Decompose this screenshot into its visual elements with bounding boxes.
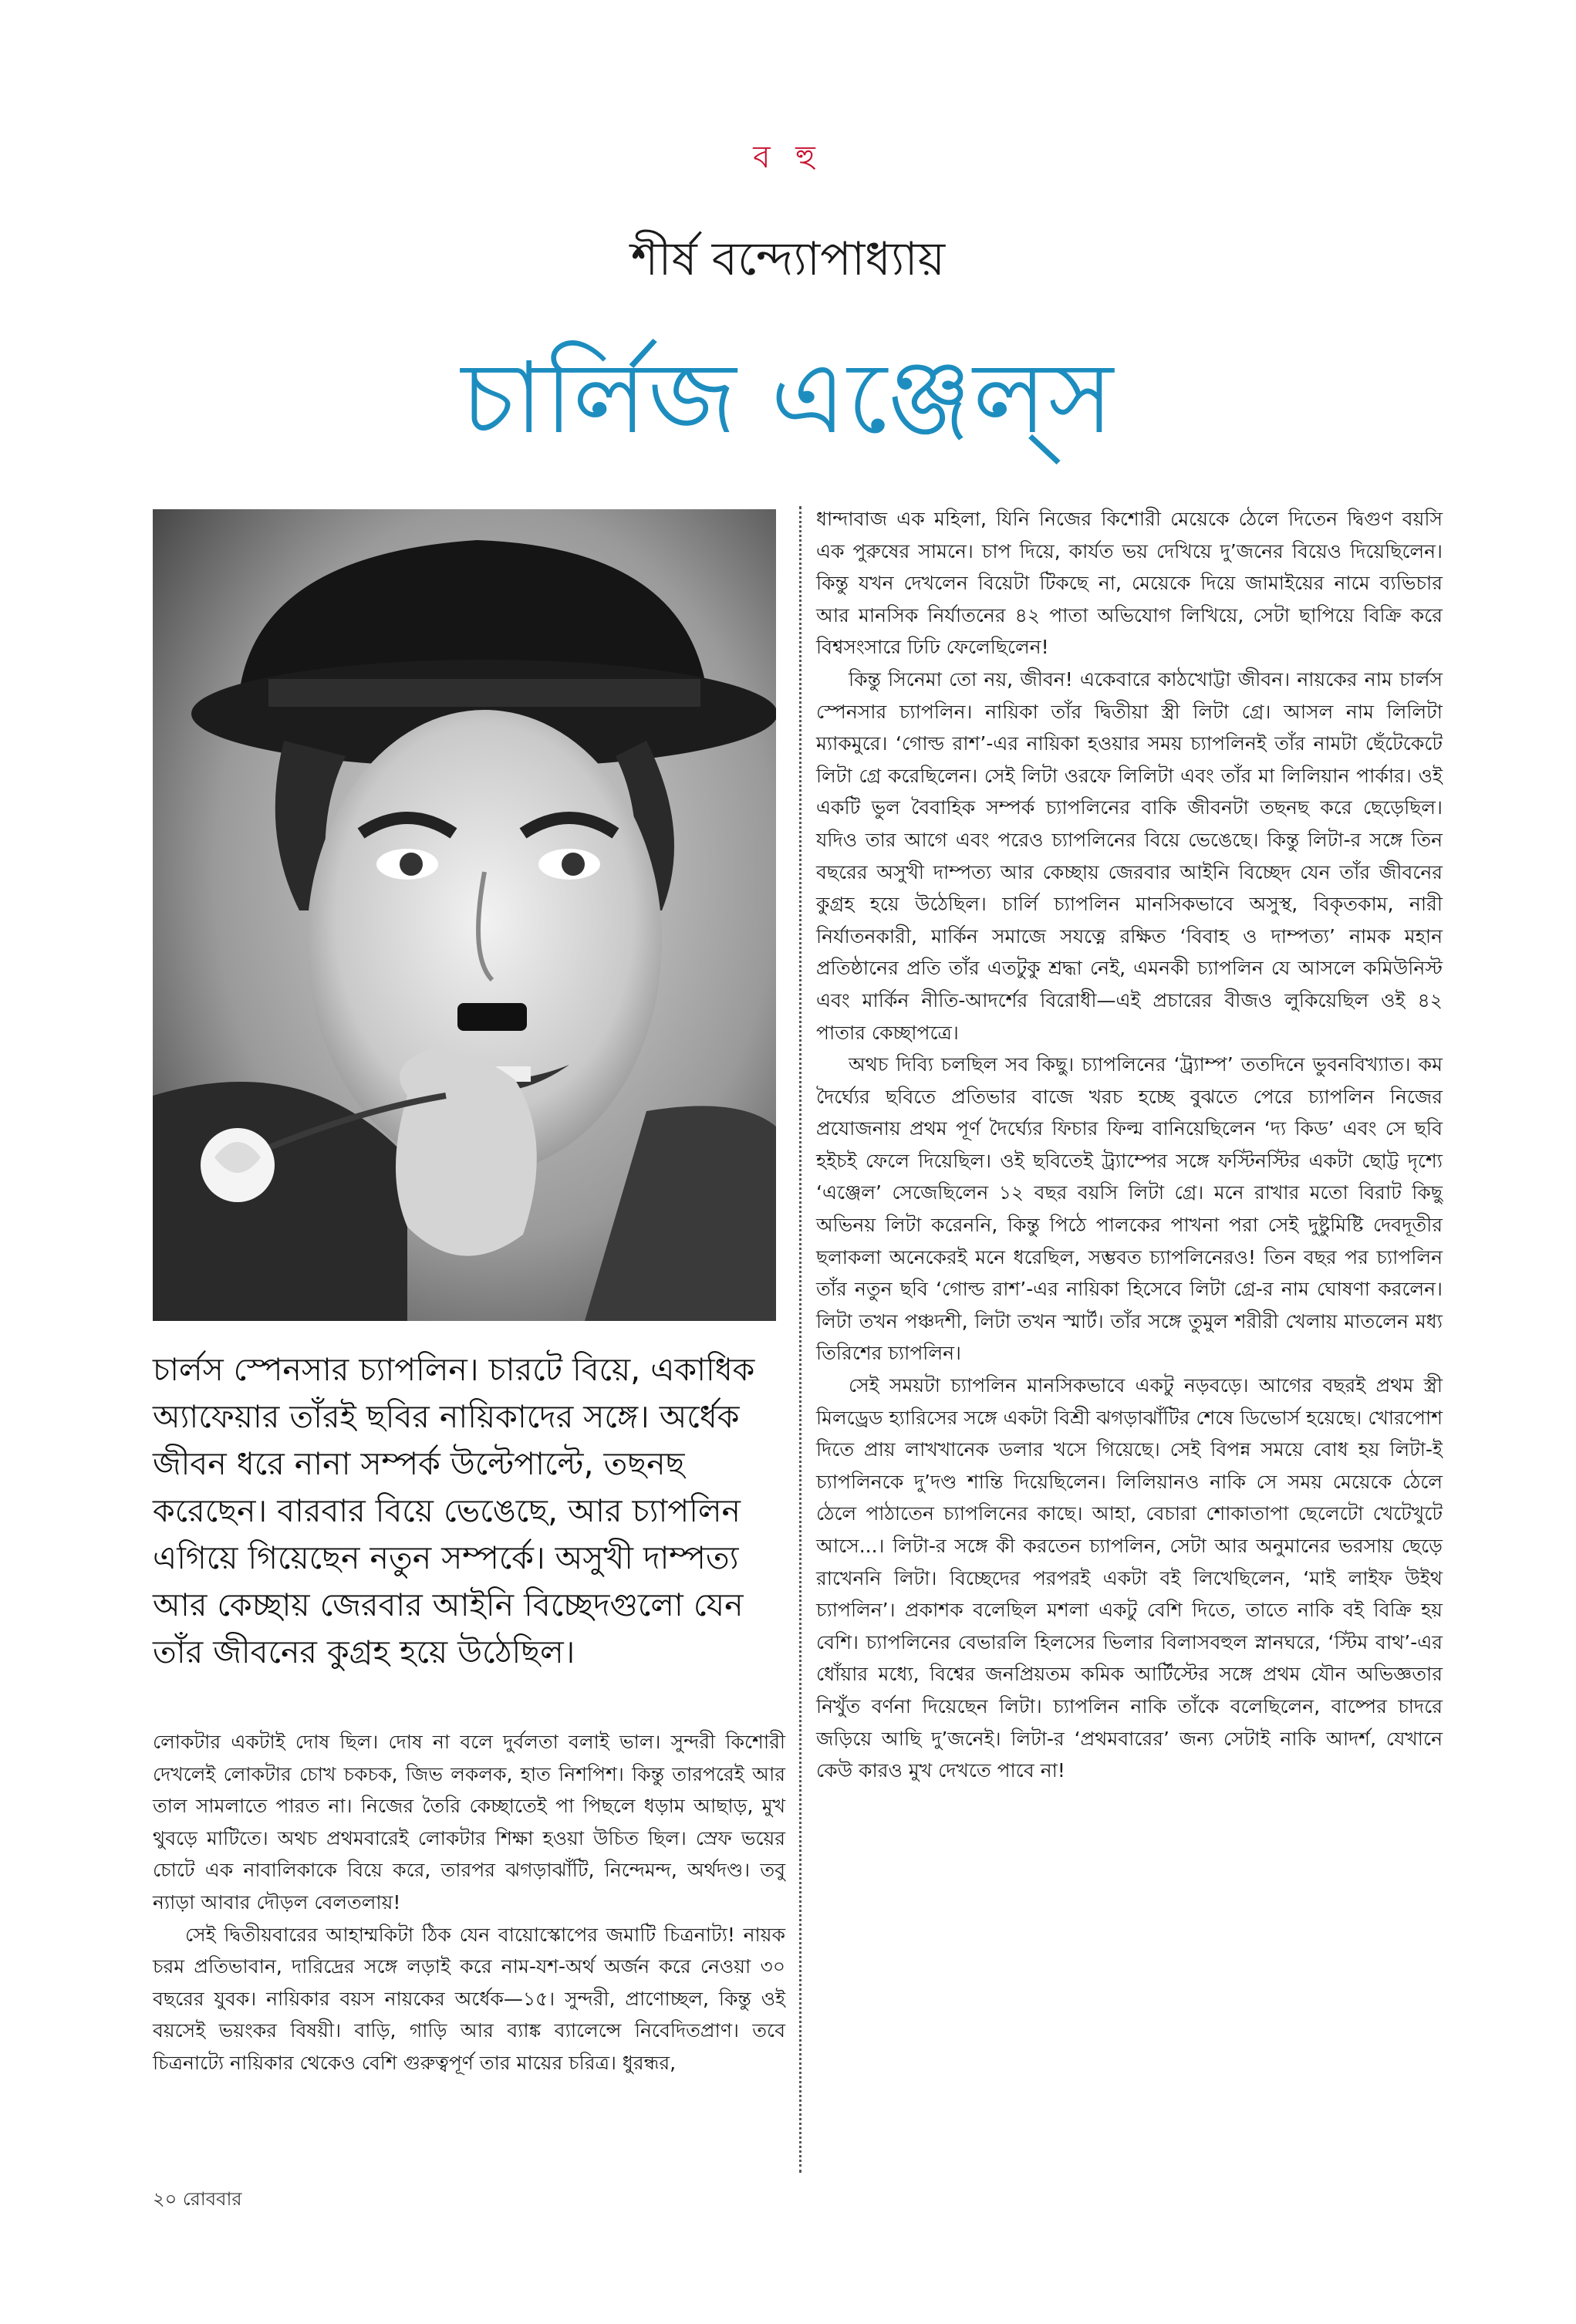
column-divider	[799, 506, 801, 2173]
paragraph: সেই দ্বিতীয়বারের আহাম্মকিটা ঠিক যেন বায়োস্কোপের জমাটি চিত্রনাট্য! নায়ক চরম প্রতিভাবান, দারিদ্রের সঙ্গে লড়াই করে নাম-যশ-অর্থ অর্জন করে নেওয়া ৩০ বছরের যুবক। নায়িকার বয়স নায়কের অর্ধেক—১৫। সুন্দরী, প্রাণোচ্ছল, কিন্তু ওই বয়সেই ভয়ংকর বিষয়ী। বাড়ি, গাড়ি আর ব্যাঙ্ক ব্যালেন্সে নিবেদিতপ্রাণ। তবে চিত্রনাট্যে নায়িকার থেকেও বেশি গুরুত্বপূর্ণ তার মায়ের চরিত্র। ধুরন্ধর,	[153, 1923, 785, 2074]
chaplin-portrait-icon	[153, 509, 776, 1321]
page-footer: ২০ রোববার	[153, 2188, 242, 2210]
pull-quote: চার্লস স্পেনসার চ্যাপলিন। চারটে বিয়ে, একাধিক অ্যাফেয়ার তাঁরই ছবির নায়িকাদের সঙ্গে। অর্ধেক জীবন ধরে নানা সম্পর্ক উল্টেপাল্টে, তছনছ করেছেন। বারবার বিয়ে ভেঙেছে, আর চ্যাপলিন এগিয়ে গিয়েছেন নতুন সম্পর্কে। অসুখী দাম্পত্য আর কেচ্ছায় জেরবার আইনি বিচ্ছেদগুলো যেন তাঁর জীবনের কুগ্রহ হয়ে উঠেছিল।	[153, 1351, 755, 1670]
paragraph: লোকটার একটাই দোষ ছিল। দোষ না বলে দুর্বলতা বলাই ভাল। সুন্দরী কিশোরী দেখলেই লোকটার চোখ চকচক, জিভ লকলক, হাত নিশপিশ। কিন্তু তারপরেই আর তাল সামলাতে পারত না। নিজের তৈরি কেচ্ছাতেই পা পিছলে ধড়াম আছাড়, মুখ থুবড়ে মাটিতে। অথচ প্রথমবারেই লোকটার শিক্ষা হওয়া উচিত ছিল। স্রেফ ভয়ের চোটে এক নাবালিকাকে বিয়ে করে, তারপর ঝগড়াঝাঁটি, নিন্দেমন্দ, অর্থদণ্ড। তবু ন্যাড়া আবার দৌড়ল বেলতলায়!	[153, 1731, 785, 1914]
paragraph: সেই সময়টা চ্যাপলিন মানসিকভাবে একটু নড়বড়ে। আগের বছরই প্রথম স্ত্রী মিলড্রেড হ্যারিসের সঙ্গে একটা বিশ্রী ঝগড়াঝাঁটির শেষে ডিভোর্স হয়েছে। খোরপোশ দিতে প্রায় লাখখানেক ডলার খসে গিয়েছে। সেই বিপন্ন সময়ে বোধ হয় লিটা-ই চ্যাপলিনকে দু’দণ্ড শান্তি দিয়েছিলেন। লিলিয়ানও নাকি সে সময় মেয়েকে ঠেলে ঠেলে পাঠাতেন চ্যাপলিনের কাছে। আহা, বেচারা শোকাতাপা ছেলেটো খেটেখুটে আসে...। লিটা-র সঙ্গে কী করতেন চ্যাপলিন, সেটা আর অনুমানের ভরসায় ছেড়ে রাখেননি লিটা। বিচ্ছেদের পরপরই একটা বই লিখেছিলেন, ‘মাই লাইফ উইথ চ্যাপলিন’। প্রকাশক বলেছিল মশলা একটু বেশি দিতে, তাতে নাকি বই বিক্রি হয় বেশি। চ্যাপলিনের বেভারলি হিলসের ভিলার বিলাসবহুল স্নানঘরে, ‘স্টিম বাথ’-এর ধোঁয়ার মধ্যে, বিশ্বের জনপ্রিয়তম কমিক আর্টিস্টের সঙ্গে প্রথম যৌন অভিজ্ঞতার নিখুঁত বর্ণনা দিয়েছেন লিটা। চ্যাপলিন নাকি তাঁকে বলেছিলেন, বাষ্পের চাদরে জড়িয়ে আছি দু’জনেই। লিটা-র ‘প্রথমবারের’ জন্য সেটাই নাকি আদর্শ, যেখানে কেউ কারও মুখ দেখতে পাবে না!	[816, 1374, 1443, 1782]
section-kicker: ব হু	[753, 140, 823, 175]
chaplin-photo	[153, 509, 776, 1321]
author-byline: শীর্ষ বন্দ্যোপাধ্যায়	[630, 232, 946, 286]
right-column	[816, 503, 1443, 1787]
left-column	[153, 1726, 785, 2079]
paragraph: অথচ দিব্যি চলছিল সব কিছু। চ্যাপলিনের ‘ট্র্যাম্প’ ততদিনে ভুবনবিখ্যাত। কম দৈর্ঘ্যের ছবিতে প্রতিভার বাজে খরচ হচ্ছে বুঝতে পেরে চ্যাপলিন নিজের প্রযোজনায় প্রথম পূর্ণ দৈর্ঘ্যের ফিচার ফিল্ম বানিয়েছিলেন ‘দ্য কিড’ এবং সে ছবি হইচই ফেলে দিয়েছিল। ওই ছবিতেই ট্র্যাম্পের সঙ্গে ফস্টিনস্টির একটা ছোট্ট দৃশ্যে ‘এঞ্জেল’ সেজেছিলেন ১২ বছর বয়সি লিটা গ্রে। মনে রাখার মতো বিরাট কিছু অভিনয় লিটা করেননি, কিন্তু পিঠে পালকের পাখনা পরা সেই দুষ্টুমিষ্টি দেবদূতীর ছলাকলা অনেকেরই মনে ধরেছিল, সম্ভবত চ্যাপলিনেরও! তিন বছর পর চ্যাপলিন তাঁর নতুন ছবি ‘গোল্ড রাশ’-এর নায়িকা হিসেবে লিটা গ্রে-র নাম ঘোষণা করলেন। লিটা তখন পঞ্চদশী, লিটা তখন স্মার্ট। তাঁর সঙ্গে তুমুল শরীরী খেলায় মাতলেন মধ্য তিরিশের চ্যাপলিন।	[816, 1053, 1443, 1365]
paragraph: ধান্দাবাজ এক মহিলা, যিনি নিজের কিশোরী মেয়েকে ঠেলে দিতেন দ্বিগুণ বয়সি এক পুরুষের সামনে। চাপ দিয়ে, কার্যত ভয় দেখিয়ে দু’জনের বিয়েও দিয়েছিলেন। কিন্তু যখন দেখলেন বিয়েটা টিকছে না, মেয়েকে দিয়ে জামাইয়ের নামে ব্যভিচার আর মানসিক নির্যাতনের ৪২ পাতা অভিযোগ লিখিয়ে, সেটা ছাপিয়ে বিক্রি করে বিশ্বসংসারে ঢিঢি ফেলেছিলেন!	[816, 508, 1443, 659]
paragraph: কিন্তু সিনেমা তো নয়, জীবন! একেবারে কাঠখোট্টা জীবন। নায়কের নাম চার্লস স্পেনসার চ্যাপলিন। নায়িকা তাঁর দ্বিতীয়া স্ত্রী লিটা গ্রে। আসল নাম লিলিটা ম্যাকমুরে। ‘গোল্ড রাশ’-এর নায়িকা হওয়ার সময় চ্যাপলিনই তাঁর নামটা ছেঁটেকেটে লিটা গ্রে করেছিলেন। সেই লিটা ওরফে লিলিটা এবং তাঁর মা লিলিয়ান পার্কার। ওই একটি ভুল বৈবাহিক সম্পর্ক চ্যাপলিনের বাকি জীবনটা তছনছ করে ছেড়েছিল। যদিও তার আগে এবং পরেও চ্যাপলিনের বিয়ে ভেঙেছে। কিন্তু লিটা-র সঙ্গে তিন বছরের অসুখী দাম্পত্য আর কেচ্ছায় জেরবার আইনি বিচ্ছেদ যেন তাঁর জীবনের কুগ্রহ হয়ে উঠেছিল। চার্লি চ্যাপলিন মানসিকভাবে অসুস্থ, বিকৃতকাম, নারী নির্যাতনকারী, মার্কিন সমাজে সযত্নে রক্ষিত ‘বিবাহ ও দাম্পত্য’ নামক মহান প্রতিষ্ঠানের প্রতি তাঁর এতটুকু শ্রদ্ধা নেই, এমনকী চ্যাপলিন যে আসলে কমিউনিস্ট এবং মার্কিন নীতি-আদর্শের বিরোধী—এই প্রচারের বীজও লুকিয়েছিল ওই ৪২ পাতার কেচ্ছাপত্রে।	[816, 667, 1443, 1044]
article-title: চার্লিজ এঞ্জেল্‌স	[461, 341, 1115, 456]
